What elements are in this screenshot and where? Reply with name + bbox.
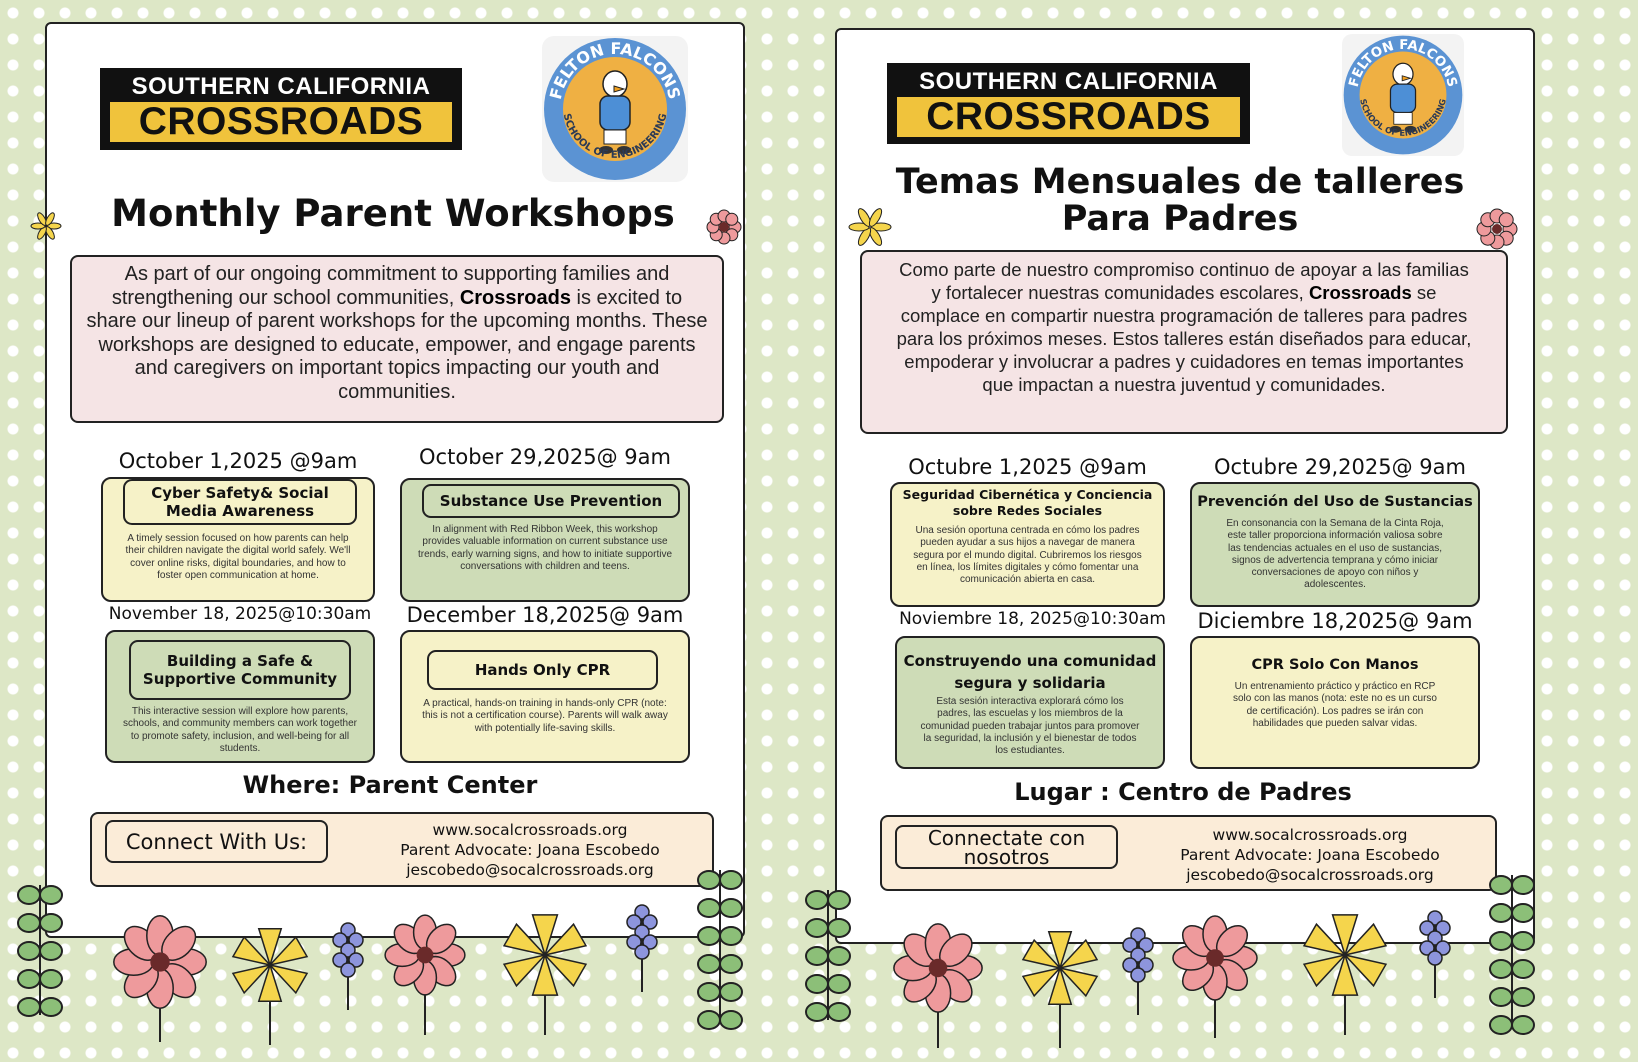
location: Lugar : Centro de Padres (1014, 778, 1352, 806)
felton-falcons-badge (542, 36, 688, 182)
workshop-date: Octubre 1,2025 @9am (908, 455, 1147, 479)
website-link[interactable]: www.socalcrossroads.org (432, 821, 628, 839)
title-line2: Para Padres (1061, 199, 1299, 239)
advocate-name: Parent Advocate: Joana Escobedo (400, 841, 660, 859)
intro-text: As part of our ongoing commitment to supporting families and strengthening our school communities, (111, 263, 670, 309)
workshop-title: CPR Solo Con Manos (1251, 657, 1419, 673)
workshop-date: October 29,2025@ 9am (419, 445, 671, 469)
workshop-card (400, 630, 690, 763)
crossroads-logo (887, 63, 1250, 144)
logo-line1: SOUTHERN CALIFORNIA (919, 68, 1218, 95)
page-title (835, 164, 1525, 238)
yellow-flower-icon (233, 929, 307, 1045)
logo-line1: SOUTHERN CALIFORNIA (131, 73, 431, 100)
workshop-card (1190, 482, 1480, 607)
intro-brand: Crossroads (1308, 282, 1412, 303)
workshop-date: November 18, 2025@10:30am (108, 604, 372, 624)
connect-button[interactable]: Connectate con nosotros (895, 825, 1118, 869)
workshop-card (400, 478, 690, 602)
yellow-flower-icon (1023, 932, 1097, 1048)
workshop-card (895, 636, 1165, 769)
workshop-date: Diciembre 18,2025@ 9am (1197, 609, 1473, 633)
logo-line2: CROSSROADS (897, 97, 1240, 137)
intro-box (860, 250, 1508, 434)
workshop-title: Prevención del Uso de Sustancias (1197, 494, 1473, 510)
workshop-date: Noviembre 18, 2025@10:30am (899, 609, 1166, 629)
workshop-title: Cyber Safety& Social Media Awareness (123, 479, 357, 525)
falcon-mascot-icon (1390, 63, 1417, 132)
workshop-card (101, 477, 375, 602)
workshop-date: December 18,2025@ 9am (406, 603, 684, 627)
workshop-title: Construyendo una comunidad segura y solidaria (903, 652, 1157, 692)
connect-button[interactable]: Connect With Us: (105, 820, 328, 863)
workshop-title: Building a Safe & Supportive Community (129, 640, 351, 700)
badge-top-text: FELTON FALCONS (545, 38, 685, 102)
badge-bottom-text: SCHOOL OF ENGINEERING (1358, 97, 1448, 138)
badge-bottom-text: SCHOOL OF ENGINEERING (560, 112, 670, 161)
workshop-description: Esta sesión interactiva explorará cómo los padres, las escuelas y los miembros de la comunidad pueden trabajar juntos para promover la seguridad, la inclusión y el bienestar de todos los estudiantes. (920, 696, 1140, 757)
contact-info (1130, 825, 1490, 885)
intro-text-cont: is excited to share our lineup of parent workshops for the upcoming months. These workshops are designed to educate, empower, and engage parents and caregivers on important topics impacting our youth and communities. (86, 286, 708, 403)
workshop-card (890, 482, 1165, 607)
workshop-date: October 1,2025 @9am (118, 449, 358, 473)
intro-text-cont: se complace en compartir nuestra programación de talleres para padres para los próximos meses. Estos talleres están diseñados para educar, empoderar y involucrar a padres y cuidadores en temas importantes que impactan a nuestra juventud y comunidades. (896, 282, 1472, 395)
workshop-description: This interactive session will explore how parents, schools, and community members can work together to promote safety, inclusion, and well-being for all students. (123, 706, 357, 754)
workshop-description: Una sesión oportuna centrada en cómo los padres pueden ayudar a sus hijos a navegar de manera segura por el mundo digital. Cubriremos los riesgos en línea, los límites digitales y cómo fomentar una comunicación abierta en casa. (913, 525, 1142, 586)
workshop-description: A practical, hands-on training in hands-only CPR (note: this is not a certification course). Parents will walk away with potentially life-saving skills. (422, 698, 668, 734)
intro-brand: Crossroads (459, 286, 571, 309)
badge-top-text: FELTON FALCONS (1346, 38, 1460, 89)
workshop-date: Octubre 29,2025@ 9am (1214, 455, 1466, 479)
workshop-description: In alignment with Red Ribbon Week, this workshop provides valuable information on current substance use trends, early warning signs, and how to initiate supportive conversations with children and teens. (417, 524, 673, 572)
website-link[interactable]: www.socalcrossroads.org (1212, 826, 1408, 844)
page-title: Monthly Parent Workshops (111, 192, 675, 235)
workshop-title: Seguridad Cibernética y Conciencia sobre Redes Sociales (902, 487, 1153, 518)
workshop-description: Un entrenamiento práctico y práctico en RCP solo con las manos (nota: este no es un curso de certificación). Los padres se irán con habilidades que pueden salvar vidas. (1232, 681, 1437, 729)
logo-line2: CROSSROADS (110, 102, 452, 142)
workshop-description: En consonancia con la Semana de la Cinta Roja, este taller proporciona información valiosa sobre las tendencias actuales en el uso de sustancias, signos de advertencia temprana y cómo iniciar conversaciones de apoyo con niños y adolescentes. (1226, 518, 1444, 591)
falcon-mascot-icon (599, 71, 631, 154)
intro-box (70, 255, 724, 423)
location: Where: Parent Center (242, 771, 538, 799)
title-line1: Temas Mensuales de talleres (895, 162, 1465, 202)
crossroads-logo (100, 68, 462, 150)
felton-falcons-badge (1342, 34, 1464, 156)
workshop-title: Substance Use Prevention (422, 484, 680, 518)
contact-info (350, 820, 710, 880)
email-link[interactable]: jescobedo@socalcrossroads.org (1186, 866, 1434, 884)
email-link[interactable]: jescobedo@socalcrossroads.org (406, 861, 654, 879)
workshop-card (1190, 636, 1480, 769)
intro-text: Como parte de nuestro compromiso continuo de apoyar a las familias y fortalecer nuestras comunidades escolares, (899, 259, 1469, 303)
workshop-title: Hands Only CPR (427, 650, 658, 690)
workshop-card (105, 630, 375, 763)
workshop-description: A timely session focused on how parents can help their children navigate the digital world safely. We'll cover online risks, digital boundaries, and how to foster open communication at home. (125, 533, 351, 581)
advocate-name: Parent Advocate: Joana Escobedo (1180, 846, 1440, 864)
